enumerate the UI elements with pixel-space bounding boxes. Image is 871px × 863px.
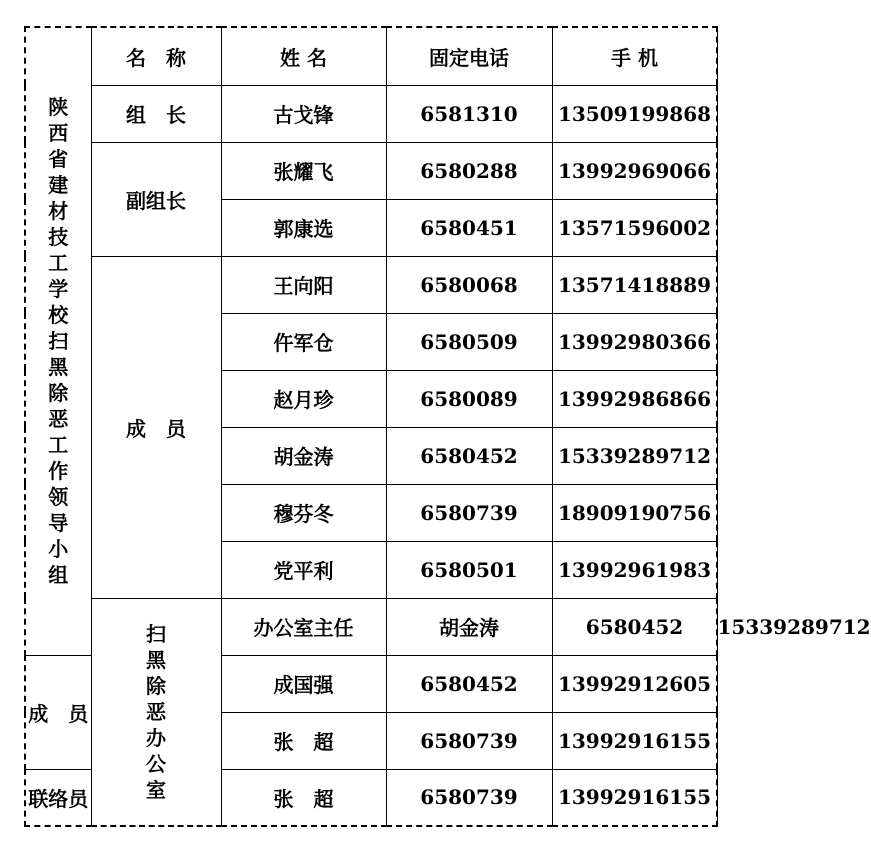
role-cell: 成 员 <box>91 256 221 598</box>
name-cell: 赵月珍 <box>221 370 386 427</box>
landline-cell: 6580068 <box>386 256 552 313</box>
role-cell: 成 员 <box>25 655 91 769</box>
header-name: 姓 名 <box>221 27 386 85</box>
landline-cell: 6580739 <box>386 484 552 541</box>
name-cell: 胡金涛 <box>386 598 552 655</box>
mobile-cell: 13992986866 <box>552 370 717 427</box>
mobile-cell: 13992916155 <box>552 769 717 826</box>
landline-cell: 6580739 <box>386 769 552 826</box>
landline-cell: 6580451 <box>386 199 552 256</box>
landline-cell: 6580509 <box>386 313 552 370</box>
role-cell: 副组长 <box>91 142 221 256</box>
mobile-cell: 13992980366 <box>552 313 717 370</box>
name-cell: 党平利 <box>221 541 386 598</box>
name-cell: 张 超 <box>221 712 386 769</box>
landline-cell: 6580501 <box>386 541 552 598</box>
table-row <box>25 85 717 142</box>
role-cell: 联络员 <box>25 769 91 826</box>
header-landline: 固定电话 <box>386 27 552 85</box>
landline-cell: 6580452 <box>386 655 552 712</box>
mobile-cell: 13571596002 <box>552 199 717 256</box>
name-cell: 成国强 <box>221 655 386 712</box>
mobile-cell: 13571418889 <box>552 256 717 313</box>
mobile-cell: 13992961983 <box>552 541 717 598</box>
name-cell: 王向阳 <box>221 256 386 313</box>
header-row <box>25 27 717 85</box>
table-row: 扫黑除恶办公室 办公室主任 胡金涛 6580452 15339289712 <box>25 598 717 655</box>
header-role: 名 称 <box>91 27 221 85</box>
mobile-cell: 15339289712 <box>552 427 717 484</box>
mobile-cell: 13992969066 <box>552 142 717 199</box>
group-title-office: 扫黑除恶办公室 <box>91 598 221 826</box>
name-cell: 古戈锋 <box>221 85 386 142</box>
contact-table <box>24 26 871 827</box>
table-row <box>25 142 717 199</box>
landline-cell: 6580288 <box>386 142 552 199</box>
landline-cell: 6580452 <box>386 427 552 484</box>
name-cell: 郭康选 <box>221 199 386 256</box>
landline-cell: 6580739 <box>386 712 552 769</box>
landline-cell: 6580089 <box>386 370 552 427</box>
role-cell: 办公室主任 <box>221 598 386 655</box>
group-title-leadership: 陕西省建材技工学校扫黑除恶工作领导小组 <box>25 27 91 655</box>
name-cell: 张耀飞 <box>221 142 386 199</box>
name-cell: 胡金涛 <box>221 427 386 484</box>
mobile-cell: 18909190756 <box>552 484 717 541</box>
name-cell: 穆芬冬 <box>221 484 386 541</box>
mobile-cell: 13992912605 <box>552 655 717 712</box>
name-cell: 张 超 <box>221 769 386 826</box>
mobile-cell: 13992916155 <box>552 712 717 769</box>
name-cell: 仵军仓 <box>221 313 386 370</box>
header-mobile: 手 机 <box>552 27 717 85</box>
mobile-cell: 13509199868 <box>552 85 717 142</box>
landline-cell: 6580452 <box>552 598 717 655</box>
role-cell: 组 长 <box>91 85 221 142</box>
landline-cell: 6581310 <box>386 85 552 142</box>
table-row <box>25 256 717 313</box>
